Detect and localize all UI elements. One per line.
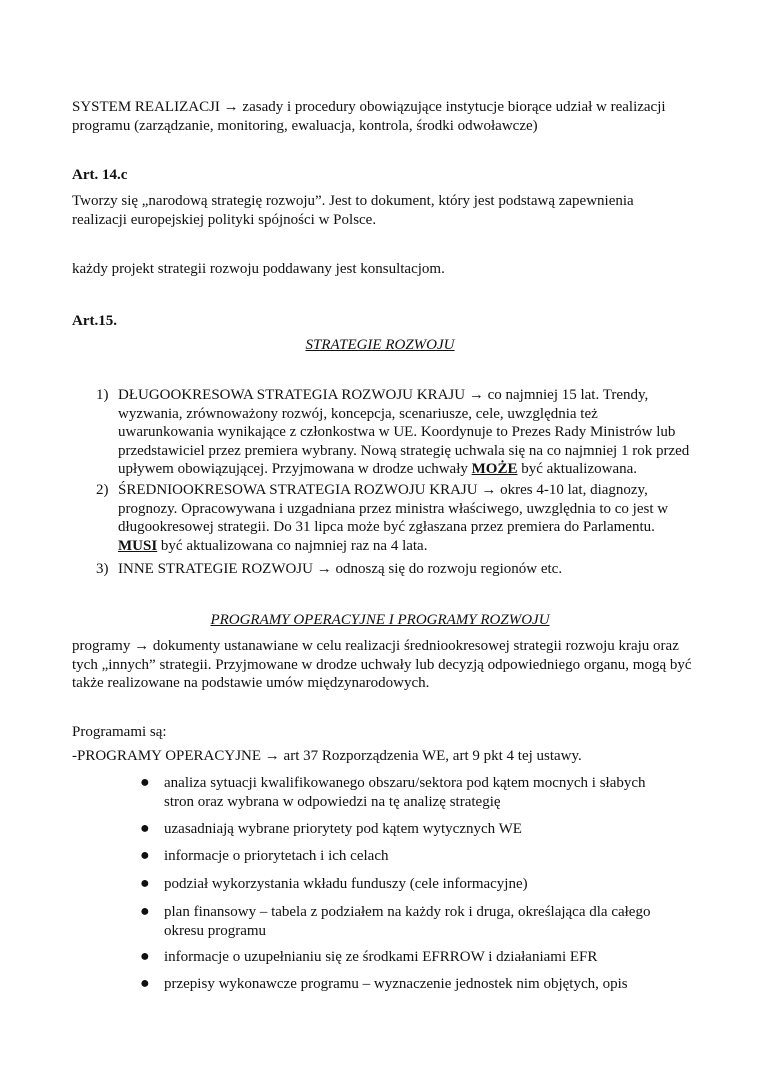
- strategies-subheading: STRATEGIE ROZWOJU: [305, 337, 455, 353]
- list-item-text: DŁUGOOKRESOWA STRATEGIA ROZWOJU KRAJU → co najmniej 15 lat. Trendy, wyzwania, zrównoważony rozwój, koncepcja, scenariusze, cele, uwzględnia też uwarunkowania wynikające z członkostwa w UE. Koordynuje to Prezes Rady Ministrów lub przedstawiciel przez premiera wybrany. Nową strategię uchwala się na co najmniej 1 rok przed upływem obowiązującej. Przyjmowana w drodze uchwały MOŻE być aktualizowana.: [118, 387, 690, 477]
- emphasis-must: MUSI: [118, 537, 158, 554]
- art14c-text: Tworzy się „narodową strategię rozwoju”. Jest to dokument, który jest podstawą zapewnienia realizacji europejskiej polityki spójności w Polsce.: [72, 193, 634, 228]
- bullet-icon: ●: [140, 948, 150, 965]
- bullet-icon: ●: [140, 875, 150, 892]
- intro-paragraph: SYSTEM REALIZACJI → zasady i procedury obowiązujące instytucje biorące udział w realizacji programu (zarządzanie, monitoring, ewaluacja, kontrola, środki odwoławcze): [72, 99, 666, 134]
- bullet-icon: ●: [140, 903, 150, 920]
- list-item-text: ŚREDNIOOKRESOWA STRATEGIA ROZWOJU KRAJU → okres 4-10 lat, diagnozy, prognozy. Opracowywana i uzgadniana przez ministra właściwego, uwzględnia to co jest w długookresowej strategii. Do 31 lipca może być zgłaszana przez premiera do Parlamentu. MUSI być aktualizowana co najmniej raz na 4 lata.: [118, 482, 669, 554]
- list-number: 1): [96, 387, 109, 403]
- document-page: SYSTEM REALIZACJI → zasady i procedury obowiązujące instytucje biorące udział w realizacji programu (zarządzanie, monitoring, ewaluacja, kontrola, środki odwoławcze) Art. 14.c Tworzy się „narodową strategię rozwoju”. Jest to dokument, który jest podstawą zapewnienia realizacji europejskiej polityki spójności w Polsce. każdy projekt strategii rozwoju poddawany jest konsultacjom. Art.15. STRATEGIE ROZWOJU 1) DŁUGOOKRESOWA STRATEGIA ROZWOJU KRAJU → co najmniej 15 lat. Trendy, wyzwania, zrównoważony rozwój, koncepcja, scenariusze, cele, uwzględnia też uwarunkowania wynikające z członkostwa w UE. Koordynuje to Prezes Rady Ministrów lub przedstawiciel przez premiera wybrany. Nową strategię uchwala się na co najmniej 1 rok przed upływem obowiązującej. Przyjmowana w drodze uchwały MOŻE być aktualizowana. 2) ŚREDNIOOKRESOWA STRATEGIA ROZWOJU KRAJU → okres 4-10 lat, diagnozy, prognozy. Opracowywana i uzgadniana przez ministra właściwego, uwzględnia to co jest w długookresowej strategii. Do 31 lipca może być zgłaszana przez premiera do Parlamentu. MUSI być aktualizowana co najmniej raz na 4 lata. 3) INNE STRATEGIE ROZWOJU → odnoszą się do rozwoju regionów etc. PROGRAMY OPERACYJNE I PROGRAMY ROZWOJU programy → dokumenty ustanawiane w celu realizacji średniookresowej strategii rozwoju kraju oraz tych „innych” strategii. Przyjmowane w drodze uchwały lub decyzją odpowiedniego organu, mogą być także realizowane na podstawie umów międzynarodowych. Programami są: -PROGRAMY OPERACYJNE → art 37 Rozporządzenia WE, art 9 pkt 4 tej ustawy. ● analiza sytuacji kwalifikowanego obszaru/sektora pod kątem mocnych i słabych stron oraz wybrana w odpowiedzi na tę analizę strategię ● uzasadniają wybrane priorytety pod kątem wytycznych WE ● informacje o priorytetach i ich celach ● podział wykorzystania wkładu funduszy (cele informacyjne) ● plan finansowy – tabela z podziałem na każdy rok i druga, określająca dla całego okresu programu ● informacje o uzupełnianiu się ze środkami EFRROW i działaniami EFR ● przepisy wykonawcze programu – wyznaczenie jednostek nim objętych, opis: [72, 99, 692, 992]
- programs-subheading: PROGRAMY OPERACYJNE I PROGRAMY ROZWOJU: [210, 612, 550, 628]
- art15-heading: Art.15.: [72, 313, 117, 329]
- programs-label: Programami są:: [72, 724, 167, 740]
- list-item-text: INNE STRATEGIE ROZWOJU → odnoszą się do rozwoju regionów etc.: [118, 561, 563, 577]
- bullet-icon: ●: [140, 820, 150, 837]
- list-number: 3): [96, 561, 109, 577]
- art14c-note: każdy projekt strategii rozwoju poddawany jest konsultacjom.: [72, 261, 445, 277]
- bullet-icon: ●: [140, 774, 150, 791]
- art14c-heading: Art. 14.c: [72, 167, 128, 183]
- operational-programs-line: -PROGRAMY OPERACYJNE → art 37 Rozporządzenia WE, art 9 pkt 4 tej ustawy.: [72, 748, 582, 764]
- bullet-icon: ●: [140, 847, 150, 864]
- bullet-icon: ●: [140, 975, 150, 992]
- emphasis-may: MOŻE: [471, 461, 518, 477]
- programs-paragraph: programy → dokumenty ustanawiane w celu realizacji średniookresowej strategii rozwoju kraju oraz tych „innych” strategii. Przyjmowane w drodze uchwały lub decyzją odpowiedniego organu, mogą być także realizowane na podstawie umów międzynarodowych.: [72, 638, 692, 691]
- list-number: 2): [96, 482, 109, 498]
